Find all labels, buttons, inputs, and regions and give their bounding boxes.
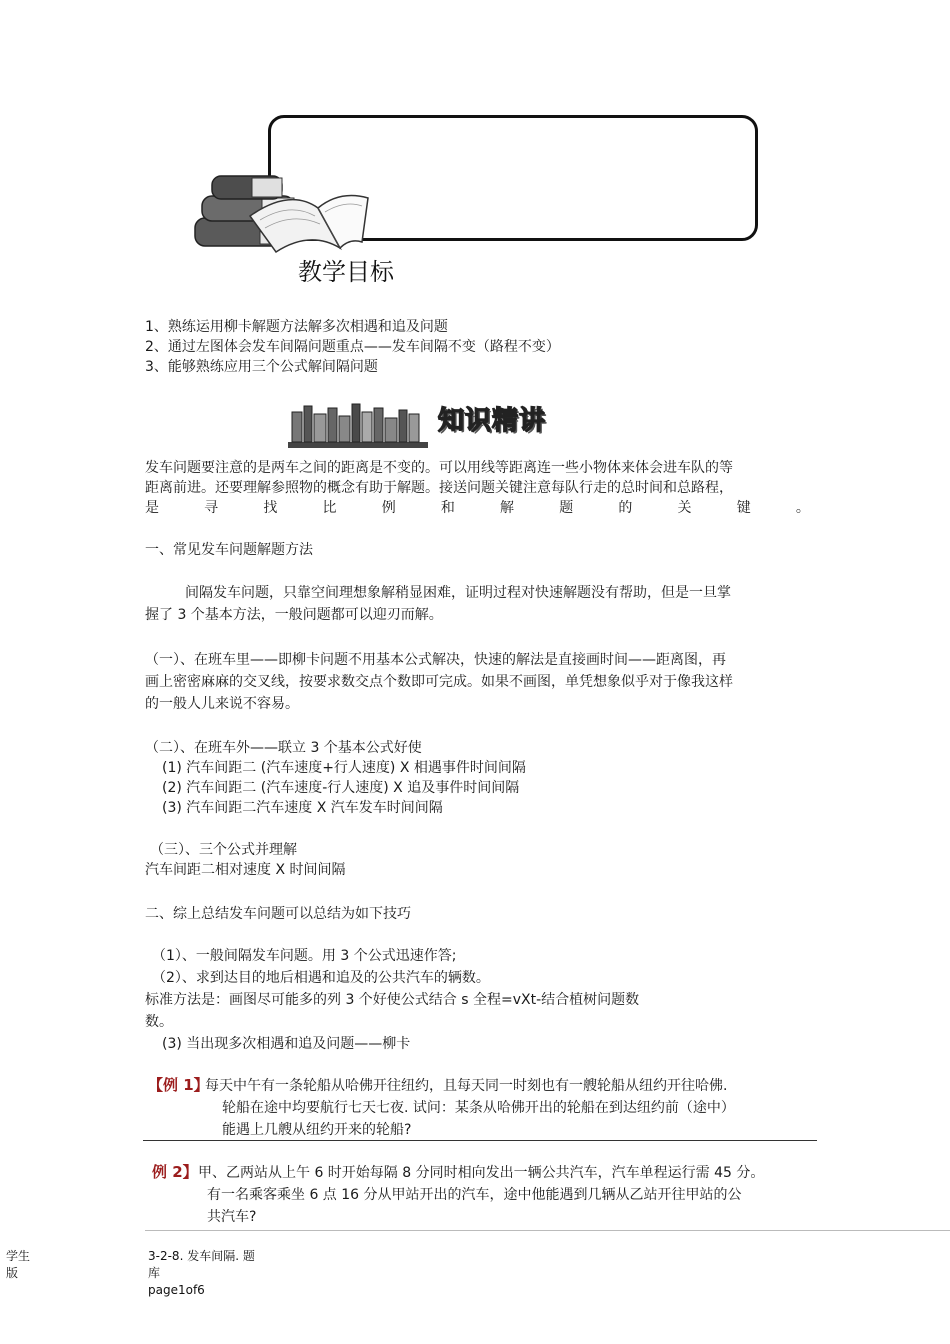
- page-title: 教学目标: [298, 258, 394, 286]
- intro-line: 距离前进。还要理解参照物的概念有助于解题。接送问题关键注意每队行走的总时间和总路程，: [145, 480, 733, 496]
- example-1-line: 每天中午有一条轮船从哈佛开往纽约，且每天同一时刻也有一艘轮船从纽约开往哈佛.: [205, 1078, 728, 1094]
- paragraph-line: 数。: [145, 1014, 173, 1030]
- divider: [143, 1140, 817, 1141]
- formula-item: (3) 汽车间距二汽车速度 X 汽车发车时间间隔: [162, 800, 443, 816]
- objective-item: 3、能够熟练应用三个公式解间隔问题: [145, 359, 378, 375]
- paragraph-line: 握了 3 个基本方法，一般问题都可以迎刃而解。: [145, 607, 443, 623]
- section-heading: 一、常见发车问题解题方法: [145, 542, 313, 558]
- example-2-line: 甲、乙两站从上午 6 时开始每隔 8 分同时相向发出一辆公共汽车，汽车单程运行需 45 分。: [198, 1165, 765, 1181]
- subsection-heading: （二）、在班车外——联立 3 个基本公式好使: [145, 740, 422, 756]
- bookshelf-icon: [288, 402, 428, 450]
- footer-page-info: 3-2-8. 发车间隔. 题 库 page1of6: [148, 1249, 255, 1297]
- tip-item: （2）、求到达目的地后相遇和追及的公共汽车的辆数。: [152, 970, 490, 986]
- intro-line: 发车问题要注意的是两车之间的距离是不变的。可以用线等距离连一些小物体来体会进车队的等: [145, 460, 733, 476]
- example-2-line: 有一名乘客乘坐 6 点 16 分从甲站开出的汽车，途中他能遇到几辆从乙站开往甲站的公: [207, 1187, 742, 1203]
- example-1-line: 轮船在途中均要航行七天七夜. 试问：某条从哈佛开出的轮船在到达纽约前（途中）: [222, 1100, 735, 1116]
- footer-left: 学生 版: [6, 1249, 31, 1280]
- formula-item: (1) 汽车间距二 (汽车速度+行人速度) X 相遇事件时间间隔: [162, 760, 526, 776]
- subsection-heading: （三）、三个公式并理解: [150, 842, 297, 858]
- intro-line-justified: 是 寻 找 比 例 和 解 题 的 关 键 。: [145, 500, 810, 516]
- footer-divider: [145, 1230, 950, 1231]
- example-2-label: 例 2】: [152, 1163, 198, 1181]
- section-banner: 知识精讲: [438, 406, 547, 436]
- paragraph-line: （一）、在班车里——即柳卡问题不用基本公式解决，快速的解法是直接画时间——距离图，再: [145, 652, 726, 668]
- formula-item: 汽车间距二相对速度 X 时间间隔: [145, 862, 346, 878]
- objective-item: 2、通过左图体会发车间隔问题重点——发车间隔不变（路程不变）: [145, 339, 560, 355]
- tip-item: （1）、一般间隔发车问题。用 3 个公式迅速作答;: [152, 948, 457, 964]
- paragraph-line: 间隔发车问题，只靠空间理想象解稍显困难，证明过程对快速解题没有帮助，但是一旦掌: [185, 585, 731, 601]
- books-icon: [190, 168, 375, 258]
- example-2-line: 共汽车?: [207, 1209, 257, 1225]
- example-1-line: 能遇上几艘从纽约开来的轮船?: [222, 1122, 412, 1138]
- paragraph-line: 的一般人儿来说不容易。: [145, 696, 299, 712]
- formula-item: (2) 汽车间距二 (汽车速度-行人速度) X 追及事件时间间隔: [162, 780, 520, 796]
- example-1-label: 【例 1】: [148, 1076, 209, 1094]
- objective-item: 1、熟练运用柳卡解题方法解多次相遇和追及问题: [145, 319, 448, 335]
- paragraph-line: 标准方法是：画图尽可能多的列 3 个好使公式结合 s 全程=vXt-结合植树问题数: [145, 992, 640, 1008]
- section-heading: 二、综上总结发车问题可以总结为如下技巧: [145, 906, 411, 922]
- paragraph-line: 画上密密麻麻的交叉线，按要求数交点个数即可完成。如果不画图，单凭想象似乎对于像我这样: [145, 674, 733, 690]
- tip-item: (3) 当出现多次相遇和追及问题——柳卡: [162, 1036, 411, 1052]
